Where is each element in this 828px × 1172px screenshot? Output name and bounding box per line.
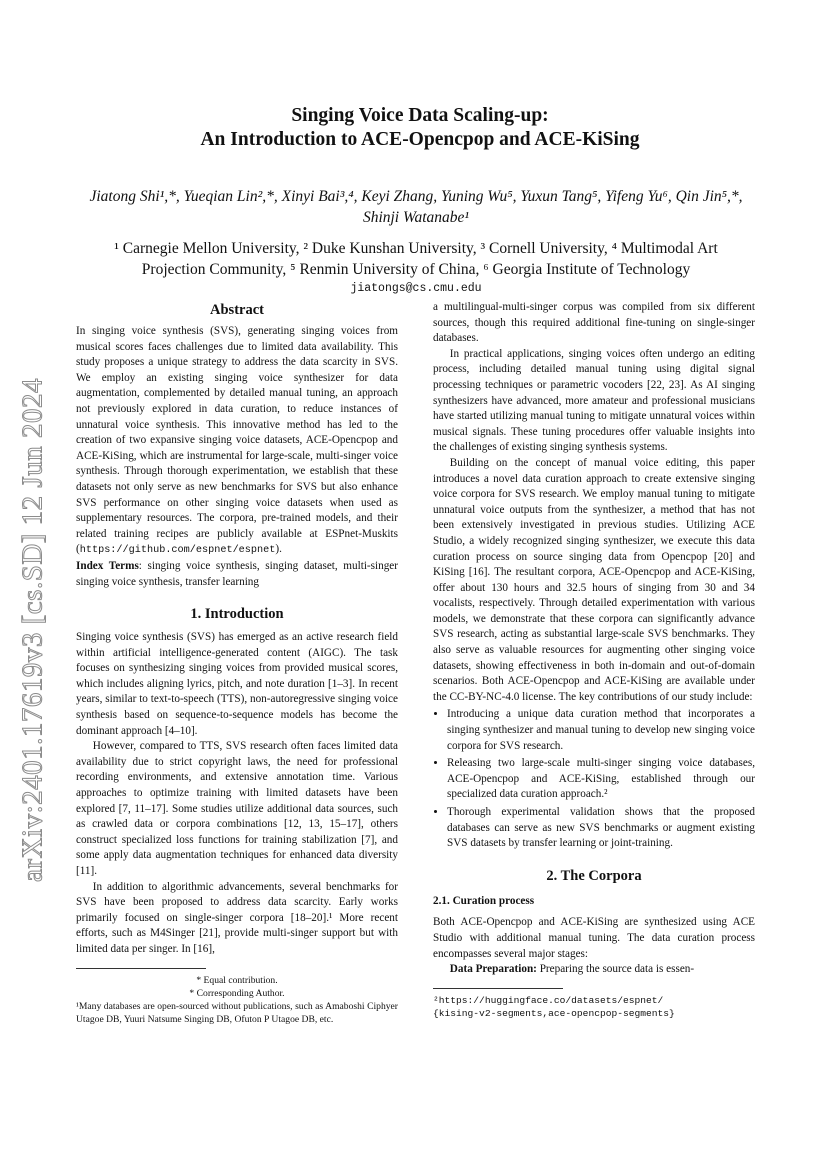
- index-terms: [76, 559, 398, 590]
- footnote-rule: [433, 988, 563, 989]
- abstract-body: In singing voice synthesis (SVS), generating singing voices from musical scores faces challenges due to limited data availability. This study proposes a unique strategy to address the data scarcity in SVS. We employ an existing singing voice synthesizer for data augmentation, complemented by detailed manual tuning, an approach not previously explored in data curation, to reduce instances of unnatural voice synthesis. This innovative method has led to the creation of two expansive singing voice datasets, ACE-Opencpop and ACE-KiSing, which are instrumental for large-scale, multi-singer voice synthesis. Through thorough experimentation, we establish that these datasets not only serve as new benchmarks for SVS but also enhance SVS performance on other singing voice datasets when used as supplementary resources. The corpora, pre-trained models, and their related training recipes are publicly available at ESPnet-Muskits (: [76, 325, 398, 556]
- footnote-equal-contribution: * Equal contribution.: [196, 974, 278, 986]
- affiliations: ¹ Carnegie Mellon University, ² Duke Kunshan University, ³ Cornell University, ⁴ Multimodal Art Projection Community, ⁵ Renmin University of China, ⁶ Georgia Institute of Technology: [114, 240, 718, 278]
- right-column: [433, 300, 755, 1020]
- index-terms-label: Index Terms: [76, 559, 139, 572]
- author-list: Jiatong Shi¹,*, Yueqian Lin²,*, Xinyi Bai³,⁴, Keyi Zhang, Yuning Wu⁵, Yuxun Tang⁵, Yifeng Yu⁶, Qin Jin⁵,*, Shinji Watanabe¹: [89, 188, 743, 226]
- intro-paragraph-4: In practical applications, singing voices often undergo an editing process, including detailed manual tuning using digital signal processing techniques or parametric vocoders [22, 23]. As AI singing synthesizers have advanced, more amateur and professional musicians have started utilizing manual tuning to mitigate unnatural voices within musical signals. These tuning procedures offer valuable insights into the challenges of existing singing synthesis systems.: [433, 347, 755, 454]
- list-item: • Releasing two large-scale multi-singer singing voice databases, ACE-Opencpop and ACE-KiSing, established through our specialized data curation approach.²: [447, 756, 755, 803]
- curation-process-heading: 2.1. Curation process: [433, 894, 535, 907]
- intro-paragraph-1: Singing voice synthesis (SVS) has emerged as an active research field within artificial intelligence-generated content (AIGC). The task focuses on synthesizing singing voices from provided musical scores, which includes aligning lyrics, pitch, and note duration [1–3]. In recent years, similar to text-to-speech (TTS), non-autoregressive singing voice synthesis based on sequence-to-sequence models has become the dominant approach [4–10].: [76, 631, 398, 737]
- index-terms-text: : singing voice synthesis, singing dataset, multi-singer singing voice synthesis, transfer learning: [76, 559, 398, 588]
- introduction-heading: 1. Introduction: [190, 606, 284, 623]
- github-link[interactable]: https://github.com/espnet/espnet: [79, 545, 276, 557]
- intro-paragraph-3: In addition to algorithmic advancements, several benchmarks for SVS have been proposed to address data scarcity. Early works primarily focused on single-singer corpora [18–20].¹ More recent efforts, such as M4Singer [21], provide multi-singer support but with limited data per singer. In [16],: [76, 880, 398, 955]
- footnote-2-url-line-2[interactable]: {kising-v2-segments,ace-opencpop-segments}: [433, 1007, 675, 1019]
- arxiv-sidebar: [8, 330, 58, 930]
- intro-paragraph-5: Building on the concept of manual voice editing, this paper introduces a novel data curation approach to create extensive singing voice corpora for SVS research. We employ manual tuning to mitigate unnatural voice outputs from the synthesizer, a method that has not been extensively investigated in previous studies. Utilizing ACE Studio, a widely recognized singing synthesizer, we execute this data curation process on source singing data from Opencpop [20] and KiSing [16]. The resultant corpora, ACE-Opencpop and ACE-KiSing, offer about 130 hours and 32.5 hours of singing from 30 and 34 vocalists, respectively. Through detailed experimentation with various models, we demonstrate that these corpora can significantly advance SVS research, acting as substantial large-scale SVS benchmarks. They also serve as valuable resources for augmenting other singing voice datasets, showing effectiveness in both in-domain and out-of-domain scenarios. Both ACE-Opencpop and ACE-KiSing are available under the CC-BY-NC-4.0 license. The key contributions of our study include:: [433, 456, 755, 703]
- footnote-corresponding-author: * Corresponding Author.: [189, 987, 285, 999]
- paper-title: [100, 104, 740, 152]
- contact-email[interactable]: jiatongs@cs.cmu.edu: [350, 282, 482, 295]
- list-item: • Thorough experimental validation shows that the proposed databases can serve as new SVS benchmarks or augment existing SVS datasets by transfer learning or joint-training.: [447, 805, 755, 852]
- corpora-heading: 2. The Corpora: [546, 867, 642, 884]
- arxiv-identifier: arXiv:2401.17619v3 [cs.SD] 12 Jun 2024: [16, 378, 49, 882]
- abstract-heading: Abstract: [210, 302, 264, 318]
- list-item: • Introducing a unique data curation method that incorporates a singing synthesizer and manual tuning to develop new singing voice corpora for SVS research.: [447, 707, 755, 754]
- title-line-1: Singing Voice Data Scaling-up:: [291, 105, 549, 126]
- abstract-text: [76, 324, 398, 559]
- corpora-paragraph-2: [433, 962, 755, 978]
- footnote-1: ¹Many databases are open-sourced without publications, such as Amaboshi Ciphyer Utagoe DB, Yuuri Natsume Singing DB, Ofuton P Utagoe DB, etc.: [76, 1000, 398, 1025]
- contributions-list: [433, 707, 755, 851]
- corpora-paragraph-1: Both ACE-Opencpop and ACE-KiSing are synthesized using ACE Studio with additional manual tuning. The data curation process encompasses several major stages:: [433, 916, 755, 960]
- left-column: [76, 300, 398, 1026]
- footnote-2-url-line-1[interactable]: ²https://huggingface.co/datasets/espnet/: [433, 994, 664, 1006]
- title-line-2: An Introduction to ACE-Opencpop and ACE-KiSing: [200, 129, 640, 150]
- intro-paragraph-2: However, compared to TTS, SVS research often faces limited data availability due to strict copyright laws, the need for professional recording environments, and extensive annotation time. Various approaches to optimize training with limited datasets have been explored [7, 11–17]. Some studies utilize additional data sources, such as crawled data or corpora combinations [12, 13, 15–17], others construct specialized loss functions for training stabilization [7], and some apply data augmentation techniques for enhanced data diversity [11].: [76, 740, 398, 877]
- abstract-body-end: ).: [275, 543, 282, 556]
- data-preparation-label: Data Preparation:: [449, 963, 537, 976]
- intro-continued-paragraph: a multilingual-multi-singer corpus was compiled from six different sources, though this required additional fine-tuning on single-singer databases.: [433, 301, 755, 345]
- data-preparation-text: Preparing the source data is essen-: [536, 963, 695, 976]
- footnote-rule: [76, 968, 206, 969]
